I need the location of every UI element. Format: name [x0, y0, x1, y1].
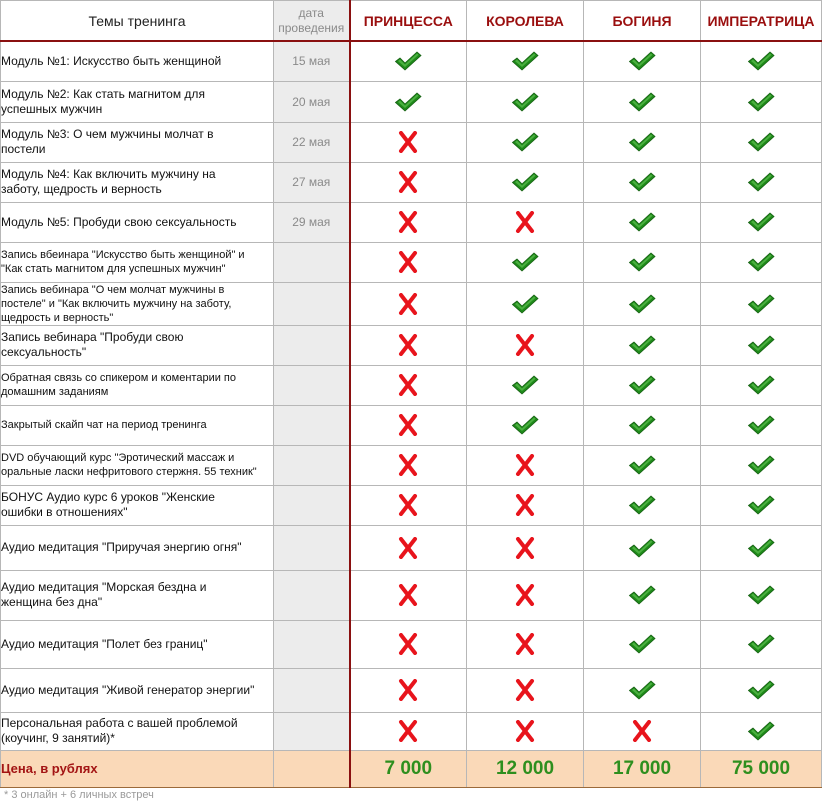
- table-row: [1, 202, 822, 242]
- checkmark-icon: [747, 131, 775, 153]
- feature-label-line: Аудио медитация "Живой генератор энергии": [1, 682, 255, 697]
- feature-date: 29 мая: [274, 202, 350, 242]
- feature-label: [1, 81, 274, 122]
- feature-date: [274, 325, 350, 365]
- cross-icon: [398, 584, 418, 606]
- mark-cell-empress: [701, 445, 822, 485]
- checkmark-icon: [747, 293, 775, 315]
- mark-cell-goddess: [584, 365, 701, 405]
- checkmark-icon: [747, 720, 775, 742]
- mark-cell-goddess: [584, 41, 701, 81]
- mark-cell-queen: [467, 162, 584, 202]
- price-goddess: 17 000: [584, 750, 701, 787]
- mark-cell-empress: [701, 712, 822, 750]
- feature-label-line: Модуль №2: Как стать магнитом для: [1, 86, 205, 101]
- footnote: * 3 онлайн + 6 личных встреч: [4, 789, 154, 801]
- plan-header-princess: ПРИНЦЕССА: [350, 1, 467, 42]
- mark-cell-goddess: [584, 162, 701, 202]
- table-row: [1, 365, 822, 405]
- mark-cell-princess: [350, 122, 467, 162]
- feature-date: 22 мая: [274, 122, 350, 162]
- cross-icon: [398, 171, 418, 193]
- checkmark-icon: [628, 211, 656, 233]
- feature-label-line: Запись вебинара "О чем молчат мужчины в: [1, 283, 225, 296]
- table-row: [1, 445, 822, 485]
- feature-label: [1, 570, 274, 620]
- mark-cell-empress: [701, 525, 822, 570]
- cross-icon: [398, 537, 418, 559]
- feature-date: [274, 365, 350, 405]
- mark-cell-queen: [467, 325, 584, 365]
- checkmark-icon: [628, 334, 656, 356]
- mark-cell-empress: [701, 405, 822, 445]
- checkmark-icon: [394, 50, 422, 72]
- mark-cell-princess: [350, 81, 467, 122]
- checkmark-icon: [747, 454, 775, 476]
- feature-label: [1, 712, 274, 750]
- cross-icon: [398, 131, 418, 153]
- mark-cell-princess: [350, 41, 467, 81]
- feature-label-line: (коучинг, 9 занятий)*: [1, 731, 115, 745]
- mark-cell-goddess: [584, 445, 701, 485]
- date-header-line2: проведения: [278, 20, 345, 35]
- feature-label: [1, 202, 274, 242]
- mark-cell-queen: [467, 620, 584, 668]
- table-row: [1, 668, 822, 712]
- mark-cell-goddess: [584, 485, 701, 525]
- mark-cell-queen: [467, 282, 584, 325]
- mark-cell-princess: [350, 445, 467, 485]
- feature-label-line: Модуль №4: Как включить мужчину на: [1, 167, 216, 181]
- feature-label-line: ошибки в отношениях": [1, 505, 128, 519]
- checkmark-icon: [747, 584, 775, 606]
- checkmark-icon: [747, 50, 775, 72]
- feature-label-line: БОНУС Аудио курс 6 уроков "Женские: [1, 490, 215, 504]
- feature-label: [1, 242, 274, 282]
- table-row: [1, 405, 822, 445]
- table-row: [1, 242, 822, 282]
- checkmark-icon: [747, 494, 775, 516]
- date-header: [274, 1, 350, 42]
- mark-cell-princess: [350, 485, 467, 525]
- checkmark-icon: [628, 251, 656, 273]
- price-princess: 7 000: [350, 750, 467, 787]
- table-row: [1, 620, 822, 668]
- checkmark-icon: [628, 293, 656, 315]
- checkmark-icon: [511, 91, 539, 113]
- price-queen: 12 000: [467, 750, 584, 787]
- cross-icon: [398, 251, 418, 273]
- header-row: [1, 1, 822, 42]
- mark-cell-goddess: [584, 668, 701, 712]
- mark-cell-queen: [467, 405, 584, 445]
- plan-header-goddess: БОГИНЯ: [584, 1, 701, 42]
- feature-label-line: постели: [1, 142, 46, 156]
- mark-cell-princess: [350, 365, 467, 405]
- mark-cell-goddess: [584, 712, 701, 750]
- mark-cell-princess: [350, 325, 467, 365]
- feature-label: [1, 162, 274, 202]
- checkmark-icon: [747, 171, 775, 193]
- feature-label-line: успешных мужчин: [1, 101, 103, 116]
- mark-cell-queen: [467, 485, 584, 525]
- checkmark-icon: [747, 334, 775, 356]
- mark-cell-empress: [701, 668, 822, 712]
- feature-date: 27 мая: [274, 162, 350, 202]
- cross-icon: [398, 293, 418, 315]
- feature-date: [274, 405, 350, 445]
- features-body: [1, 41, 822, 750]
- mark-cell-goddess: [584, 620, 701, 668]
- topics-header: Темы тренинга: [1, 1, 274, 42]
- mark-cell-princess: [350, 202, 467, 242]
- cross-icon: [515, 537, 535, 559]
- price-empress: 75 000: [701, 750, 822, 787]
- feature-label-line: Обратная связь со спикером и коментарии по: [1, 372, 236, 384]
- table-row: [1, 525, 822, 570]
- mark-cell-empress: [701, 162, 822, 202]
- feature-label: [1, 445, 274, 485]
- mark-cell-goddess: [584, 202, 701, 242]
- table-row: [1, 712, 822, 750]
- mark-cell-goddess: [584, 242, 701, 282]
- checkmark-icon: [628, 584, 656, 606]
- feature-date: [274, 620, 350, 668]
- checkmark-icon: [628, 494, 656, 516]
- checkmark-icon: [628, 171, 656, 193]
- mark-cell-goddess: [584, 525, 701, 570]
- feature-label: [1, 122, 274, 162]
- checkmark-icon: [747, 91, 775, 113]
- feature-label: [1, 325, 274, 365]
- cross-icon: [398, 374, 418, 396]
- mark-cell-princess: [350, 712, 467, 750]
- cross-icon: [398, 211, 418, 233]
- mark-cell-empress: [701, 242, 822, 282]
- checkmark-icon: [628, 537, 656, 559]
- mark-cell-princess: [350, 570, 467, 620]
- feature-label: [1, 485, 274, 525]
- feature-label-line: Запись вбеинара "Искусство быть женщиной" и: [1, 249, 245, 261]
- mark-cell-princess: [350, 282, 467, 325]
- feature-label-line: DVD обучающий курс "Эротический массаж и: [1, 452, 235, 464]
- mark-cell-princess: [350, 668, 467, 712]
- feature-label-line: Модуль №3: О чем мужчины молчат в: [1, 127, 214, 141]
- checkmark-icon: [511, 414, 539, 436]
- checkmark-icon: [394, 91, 422, 113]
- mark-cell-queen: [467, 712, 584, 750]
- checkmark-icon: [628, 414, 656, 436]
- feature-date: [274, 525, 350, 570]
- cross-icon: [398, 494, 418, 516]
- checkmark-icon: [747, 679, 775, 701]
- mark-cell-queen: [467, 202, 584, 242]
- feature-label-line: Аудио медитация "Полет без границ": [1, 636, 208, 651]
- table-row: [1, 122, 822, 162]
- mark-cell-empress: [701, 282, 822, 325]
- feature-label-line: Закрытый скайп чат на период тренинга: [1, 419, 207, 431]
- checkmark-icon: [628, 131, 656, 153]
- table-row: [1, 485, 822, 525]
- feature-date: [274, 712, 350, 750]
- feature-date: [274, 570, 350, 620]
- checkmark-icon: [628, 374, 656, 396]
- checkmark-icon: [628, 679, 656, 701]
- feature-label-line: постеле" и "Как включить мужчину на заботу,: [1, 297, 232, 310]
- feature-label-line: сексуальность": [1, 345, 87, 359]
- cross-icon: [515, 720, 535, 742]
- checkmark-icon: [747, 374, 775, 396]
- price-row: [1, 750, 822, 787]
- mark-cell-queen: [467, 41, 584, 81]
- table-row: [1, 570, 822, 620]
- mark-cell-queen: [467, 570, 584, 620]
- feature-label-line: заботу, щедрость и верность: [1, 182, 162, 196]
- feature-label-line: Запись вебинара "Пробуди свою: [1, 330, 184, 344]
- cross-icon: [515, 633, 535, 655]
- mark-cell-empress: [701, 620, 822, 668]
- cross-icon: [398, 334, 418, 356]
- plan-header-queen: КОРОЛЕВА: [467, 1, 584, 42]
- mark-cell-goddess: [584, 325, 701, 365]
- mark-cell-goddess: [584, 81, 701, 122]
- mark-cell-empress: [701, 365, 822, 405]
- feature-date: [274, 242, 350, 282]
- price-label: Цена, в рублях: [1, 750, 274, 787]
- feature-label: [1, 365, 274, 405]
- mark-cell-empress: [701, 81, 822, 122]
- checkmark-icon: [511, 131, 539, 153]
- cross-icon: [515, 334, 535, 356]
- feature-date: 15 мая: [274, 41, 350, 81]
- price-date-cell: [274, 750, 350, 787]
- cross-icon: [398, 720, 418, 742]
- mark-cell-queen: [467, 365, 584, 405]
- mark-cell-empress: [701, 122, 822, 162]
- mark-cell-princess: [350, 242, 467, 282]
- table-row: [1, 41, 822, 81]
- checkmark-icon: [747, 211, 775, 233]
- feature-date: [274, 668, 350, 712]
- mark-cell-goddess: [584, 570, 701, 620]
- mark-cell-queen: [467, 668, 584, 712]
- mark-cell-princess: [350, 162, 467, 202]
- feature-date: [274, 282, 350, 325]
- cross-icon: [398, 454, 418, 476]
- cross-icon: [398, 633, 418, 655]
- feature-label: [1, 282, 274, 325]
- feature-label-line: Модуль №1: Искусство быть женщиной: [1, 53, 222, 68]
- feature-label-line: "Как стать магнитом для успешных мужчин": [1, 263, 226, 275]
- plan-header-empress: ИМПЕРАТРИЦА: [701, 1, 822, 42]
- feature-label: [1, 525, 274, 570]
- cross-icon: [515, 679, 535, 701]
- feature-label: [1, 41, 274, 81]
- mark-cell-empress: [701, 485, 822, 525]
- mark-cell-goddess: [584, 282, 701, 325]
- mark-cell-goddess: [584, 122, 701, 162]
- mark-cell-queen: [467, 445, 584, 485]
- mark-cell-goddess: [584, 405, 701, 445]
- checkmark-icon: [747, 251, 775, 273]
- checkmark-icon: [747, 537, 775, 559]
- feature-label-line: оральные ласки нефритового стержня. 55 техник": [1, 466, 257, 478]
- cross-icon: [515, 454, 535, 476]
- cross-icon: [632, 720, 652, 742]
- feature-label-line: Аудио медитация "Морская бездна и: [1, 580, 207, 594]
- mark-cell-princess: [350, 525, 467, 570]
- feature-label-line: домашним заданиям: [1, 386, 109, 398]
- cross-icon: [515, 584, 535, 606]
- mark-cell-queen: [467, 525, 584, 570]
- checkmark-icon: [628, 633, 656, 655]
- checkmark-icon: [628, 91, 656, 113]
- feature-label-line: щедрость и верность": [1, 311, 114, 324]
- mark-cell-queen: [467, 81, 584, 122]
- feature-label-line: женщина без дна": [1, 595, 103, 609]
- table-row: [1, 162, 822, 202]
- checkmark-icon: [511, 50, 539, 72]
- checkmark-icon: [511, 374, 539, 396]
- feature-date: 20 мая: [274, 81, 350, 122]
- feature-date: [274, 485, 350, 525]
- checkmark-icon: [511, 171, 539, 193]
- mark-cell-empress: [701, 325, 822, 365]
- table-row: [1, 282, 822, 325]
- mark-cell-princess: [350, 405, 467, 445]
- checkmark-icon: [511, 293, 539, 315]
- checkmark-icon: [628, 454, 656, 476]
- mark-cell-empress: [701, 41, 822, 81]
- table-row: [1, 81, 822, 122]
- checkmark-icon: [628, 50, 656, 72]
- table-row: [1, 325, 822, 365]
- cross-icon: [398, 679, 418, 701]
- mark-cell-empress: [701, 202, 822, 242]
- checkmark-icon: [747, 414, 775, 436]
- feature-label-line: Аудио медитация "Приручая энергию огня": [1, 540, 242, 554]
- mark-cell-queen: [467, 242, 584, 282]
- cross-icon: [515, 211, 535, 233]
- mark-cell-empress: [701, 570, 822, 620]
- feature-label: [1, 668, 274, 712]
- feature-label-line: Модуль №5: Пробуди свою сексуальность: [1, 214, 237, 229]
- feature-label-line: Персональная работа с вашей проблемой: [1, 716, 238, 730]
- cross-icon: [515, 494, 535, 516]
- checkmark-icon: [747, 633, 775, 655]
- feature-date: [274, 445, 350, 485]
- mark-cell-princess: [350, 620, 467, 668]
- feature-label: [1, 405, 274, 445]
- mark-cell-queen: [467, 122, 584, 162]
- date-header-line1: дата: [298, 5, 324, 20]
- feature-label: [1, 620, 274, 668]
- checkmark-icon: [511, 251, 539, 273]
- cross-icon: [398, 414, 418, 436]
